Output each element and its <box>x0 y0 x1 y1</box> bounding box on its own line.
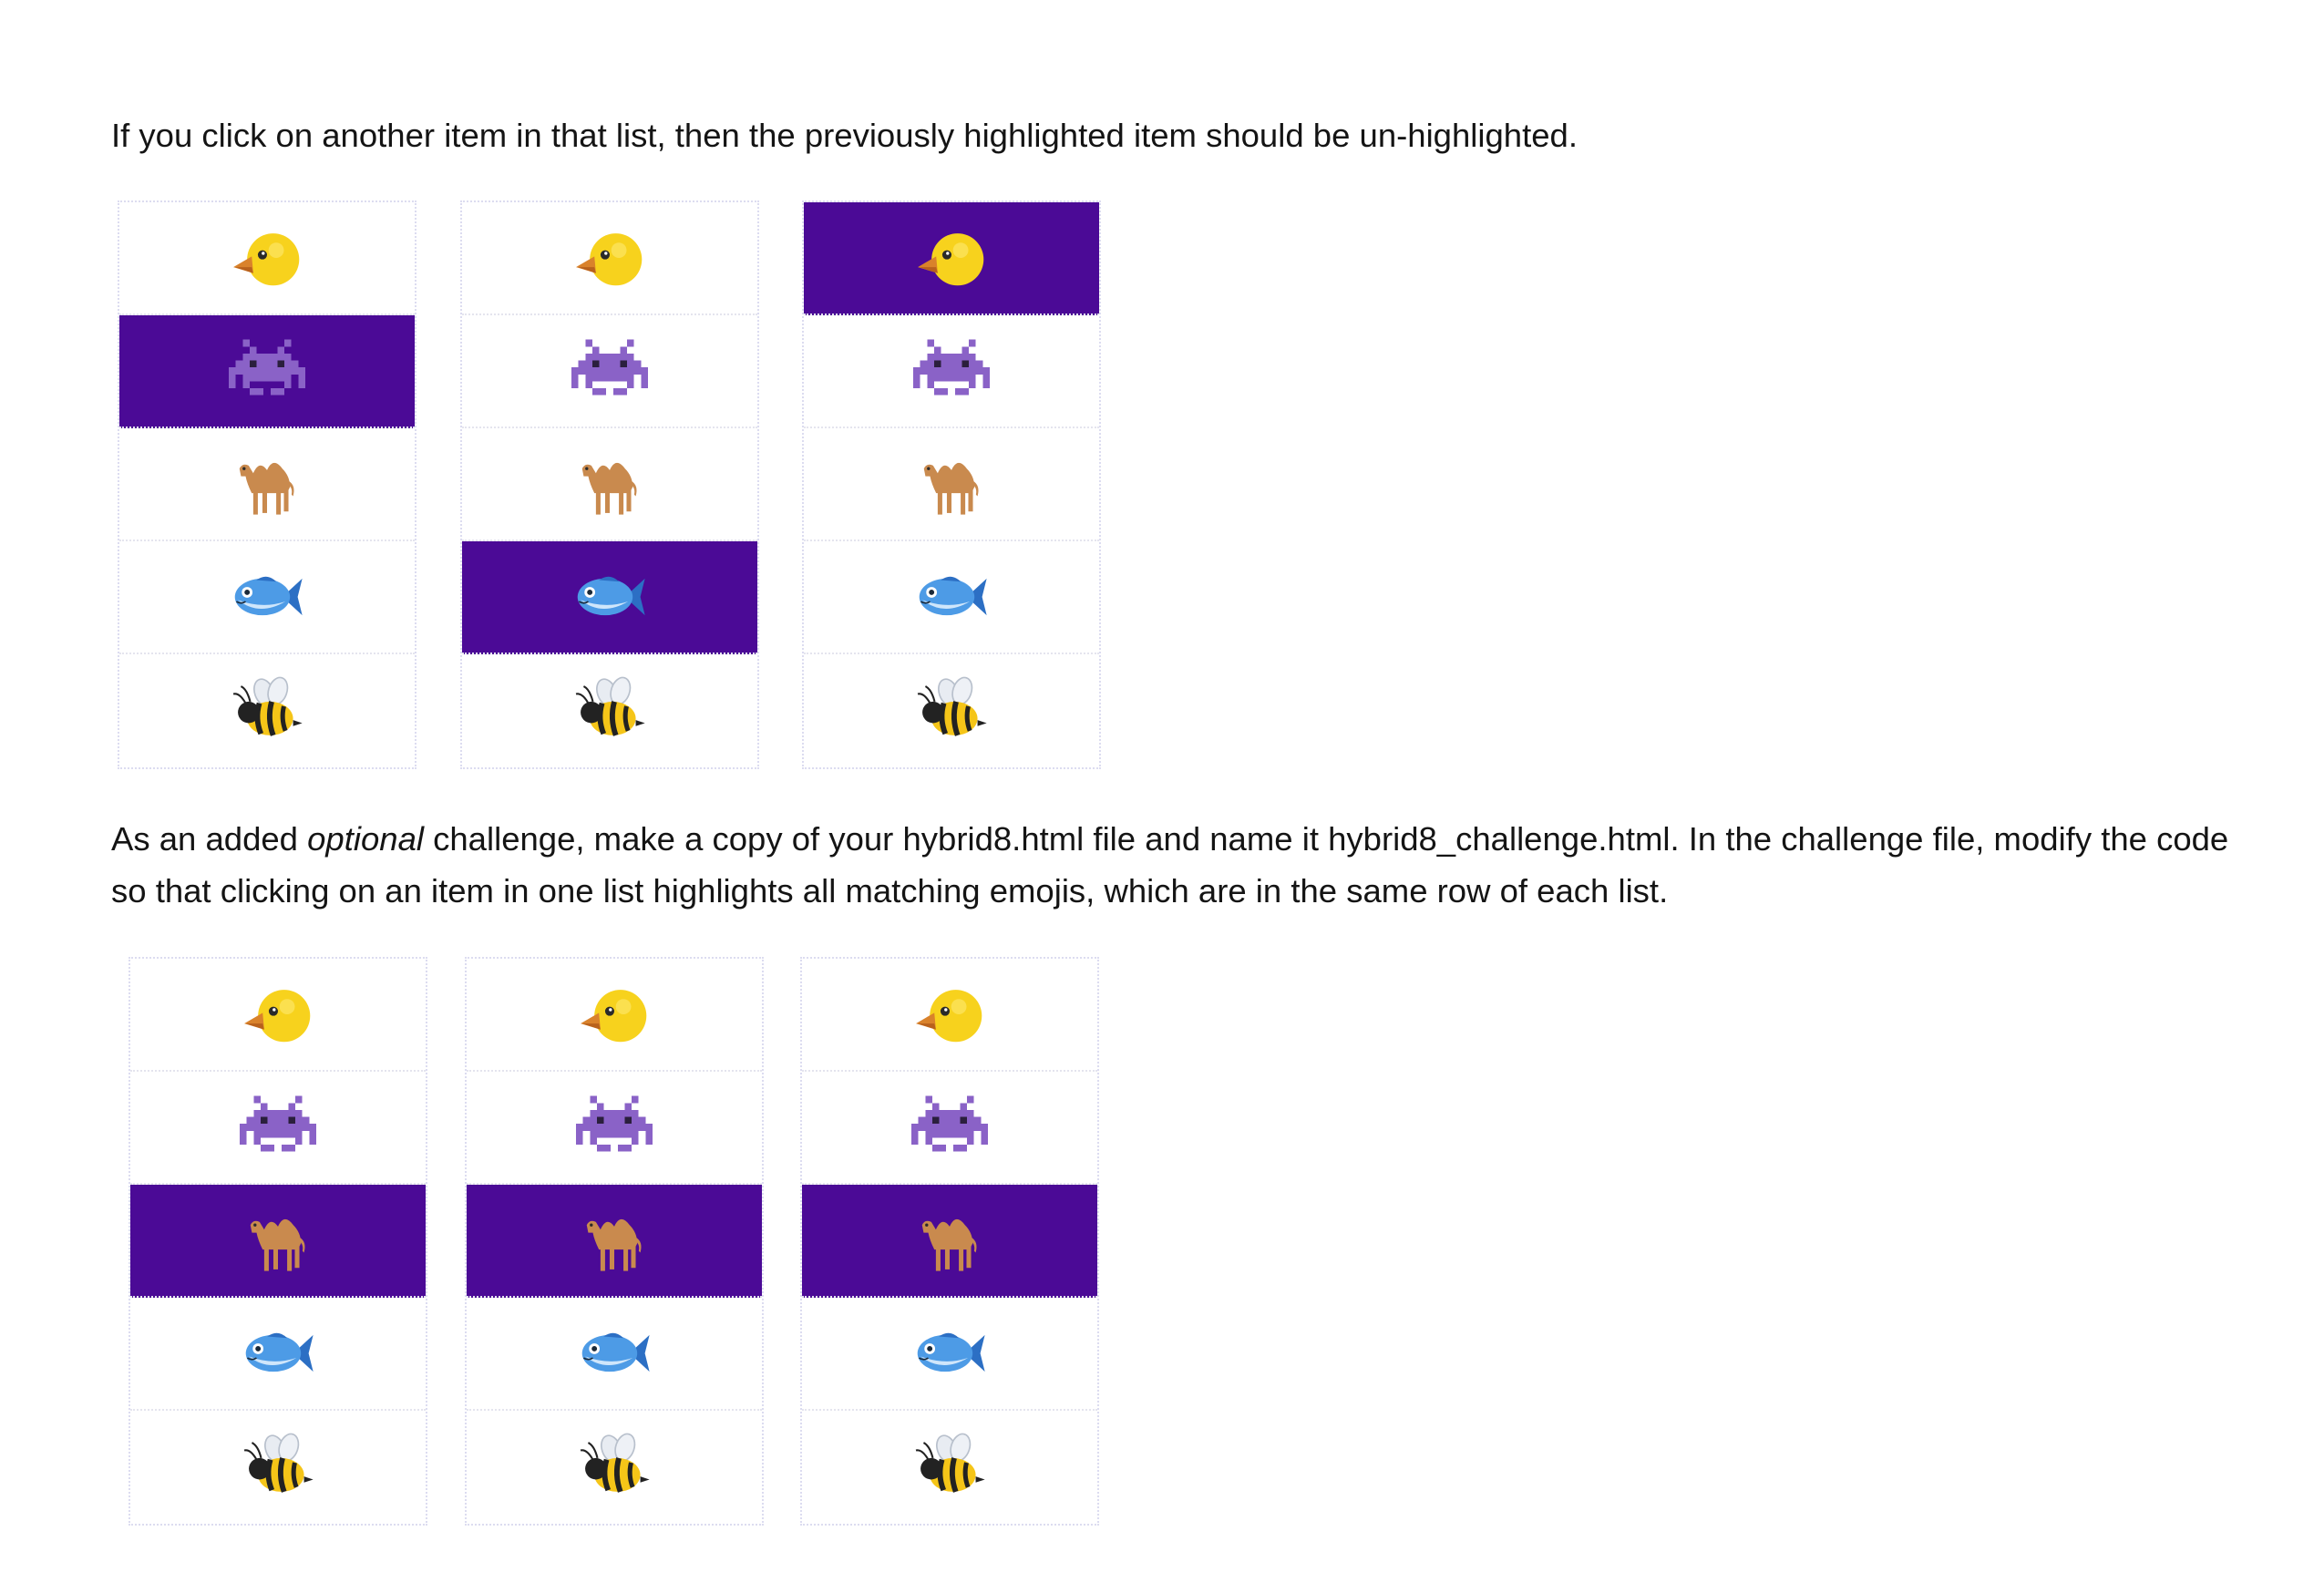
emoji-list-1 <box>118 200 416 769</box>
list-item[interactable] <box>804 654 1099 767</box>
list-item[interactable] <box>467 959 762 1072</box>
fish-icon <box>229 559 305 635</box>
camel-icon <box>913 446 990 522</box>
bee-icon <box>913 673 990 749</box>
chick-icon <box>913 220 990 296</box>
list-item[interactable] <box>804 315 1099 428</box>
bee-icon <box>576 1429 653 1506</box>
fish-icon <box>576 1315 653 1392</box>
alien-monster-icon <box>229 333 305 409</box>
list-item[interactable] <box>119 428 415 541</box>
list-item[interactable] <box>119 541 415 654</box>
camel-icon <box>576 1202 653 1279</box>
chick-icon <box>240 976 316 1053</box>
fish-icon <box>571 559 648 635</box>
bee-icon <box>240 1429 316 1506</box>
chick-icon <box>911 976 988 1053</box>
alien-monster-icon <box>571 333 648 409</box>
list-item[interactable] <box>802 1411 1097 1524</box>
list-item[interactable] <box>119 654 415 767</box>
instruction-text-2a: As an added <box>111 820 308 858</box>
list-item[interactable] <box>462 428 757 541</box>
list-item[interactable] <box>804 202 1099 315</box>
instruction-text-2-italic: optional <box>307 820 424 858</box>
emoji-list-6 <box>800 957 1099 1526</box>
alien-monster-icon <box>576 1089 653 1166</box>
list-item[interactable] <box>462 315 757 428</box>
alien-monster-icon <box>911 1089 988 1166</box>
list-item[interactable] <box>462 541 757 654</box>
list-item[interactable] <box>467 1072 762 1185</box>
chick-icon <box>576 976 653 1053</box>
fish-icon <box>240 1315 316 1392</box>
instruction-text-1: If you click on another item in that list, then the previously highlighted item should be un-highlighted. <box>111 117 1578 154</box>
emoji-list-4 <box>129 957 427 1526</box>
emoji-list-3 <box>802 200 1101 769</box>
instruction-paragraph-2 <box>111 813 2244 917</box>
camel-icon <box>240 1202 316 1279</box>
bee-icon <box>911 1429 988 1506</box>
fish-icon <box>911 1315 988 1392</box>
list-item[interactable] <box>130 1072 426 1185</box>
list-item[interactable] <box>462 654 757 767</box>
list-item[interactable] <box>119 315 415 428</box>
bee-icon <box>571 673 648 749</box>
list-item[interactable] <box>802 1185 1097 1298</box>
chick-icon <box>571 220 648 296</box>
list-item[interactable] <box>802 959 1097 1072</box>
instruction-paragraph-1 <box>111 109 2207 161</box>
camel-icon <box>571 446 648 522</box>
list-item[interactable] <box>467 1298 762 1411</box>
list-item[interactable] <box>119 202 415 315</box>
bee-icon <box>229 673 305 749</box>
list-item[interactable] <box>462 202 757 315</box>
alien-monster-icon <box>240 1089 316 1166</box>
alien-monster-icon <box>913 333 990 409</box>
fish-icon <box>913 559 990 635</box>
list-item[interactable] <box>467 1411 762 1524</box>
camel-icon <box>911 1202 988 1279</box>
camel-icon <box>229 446 305 522</box>
instruction-text-2b: challenge, make a copy of your hybrid8.html file and name it hybrid8_challenge.html. In the challenge file, modify the code so that clicking on an item in one list highlights all matching emojis, which are in the same row of each list. <box>111 820 2229 910</box>
list-item[interactable] <box>804 428 1099 541</box>
list-item[interactable] <box>802 1298 1097 1411</box>
list-item[interactable] <box>804 541 1099 654</box>
emoji-list-5 <box>465 957 764 1526</box>
chick-icon <box>229 220 305 296</box>
emoji-list-2 <box>460 200 759 769</box>
list-item[interactable] <box>130 1298 426 1411</box>
list-item[interactable] <box>802 1072 1097 1185</box>
list-item[interactable] <box>130 959 426 1072</box>
list-item[interactable] <box>130 1411 426 1524</box>
list-item[interactable] <box>130 1185 426 1298</box>
list-item[interactable] <box>467 1185 762 1298</box>
